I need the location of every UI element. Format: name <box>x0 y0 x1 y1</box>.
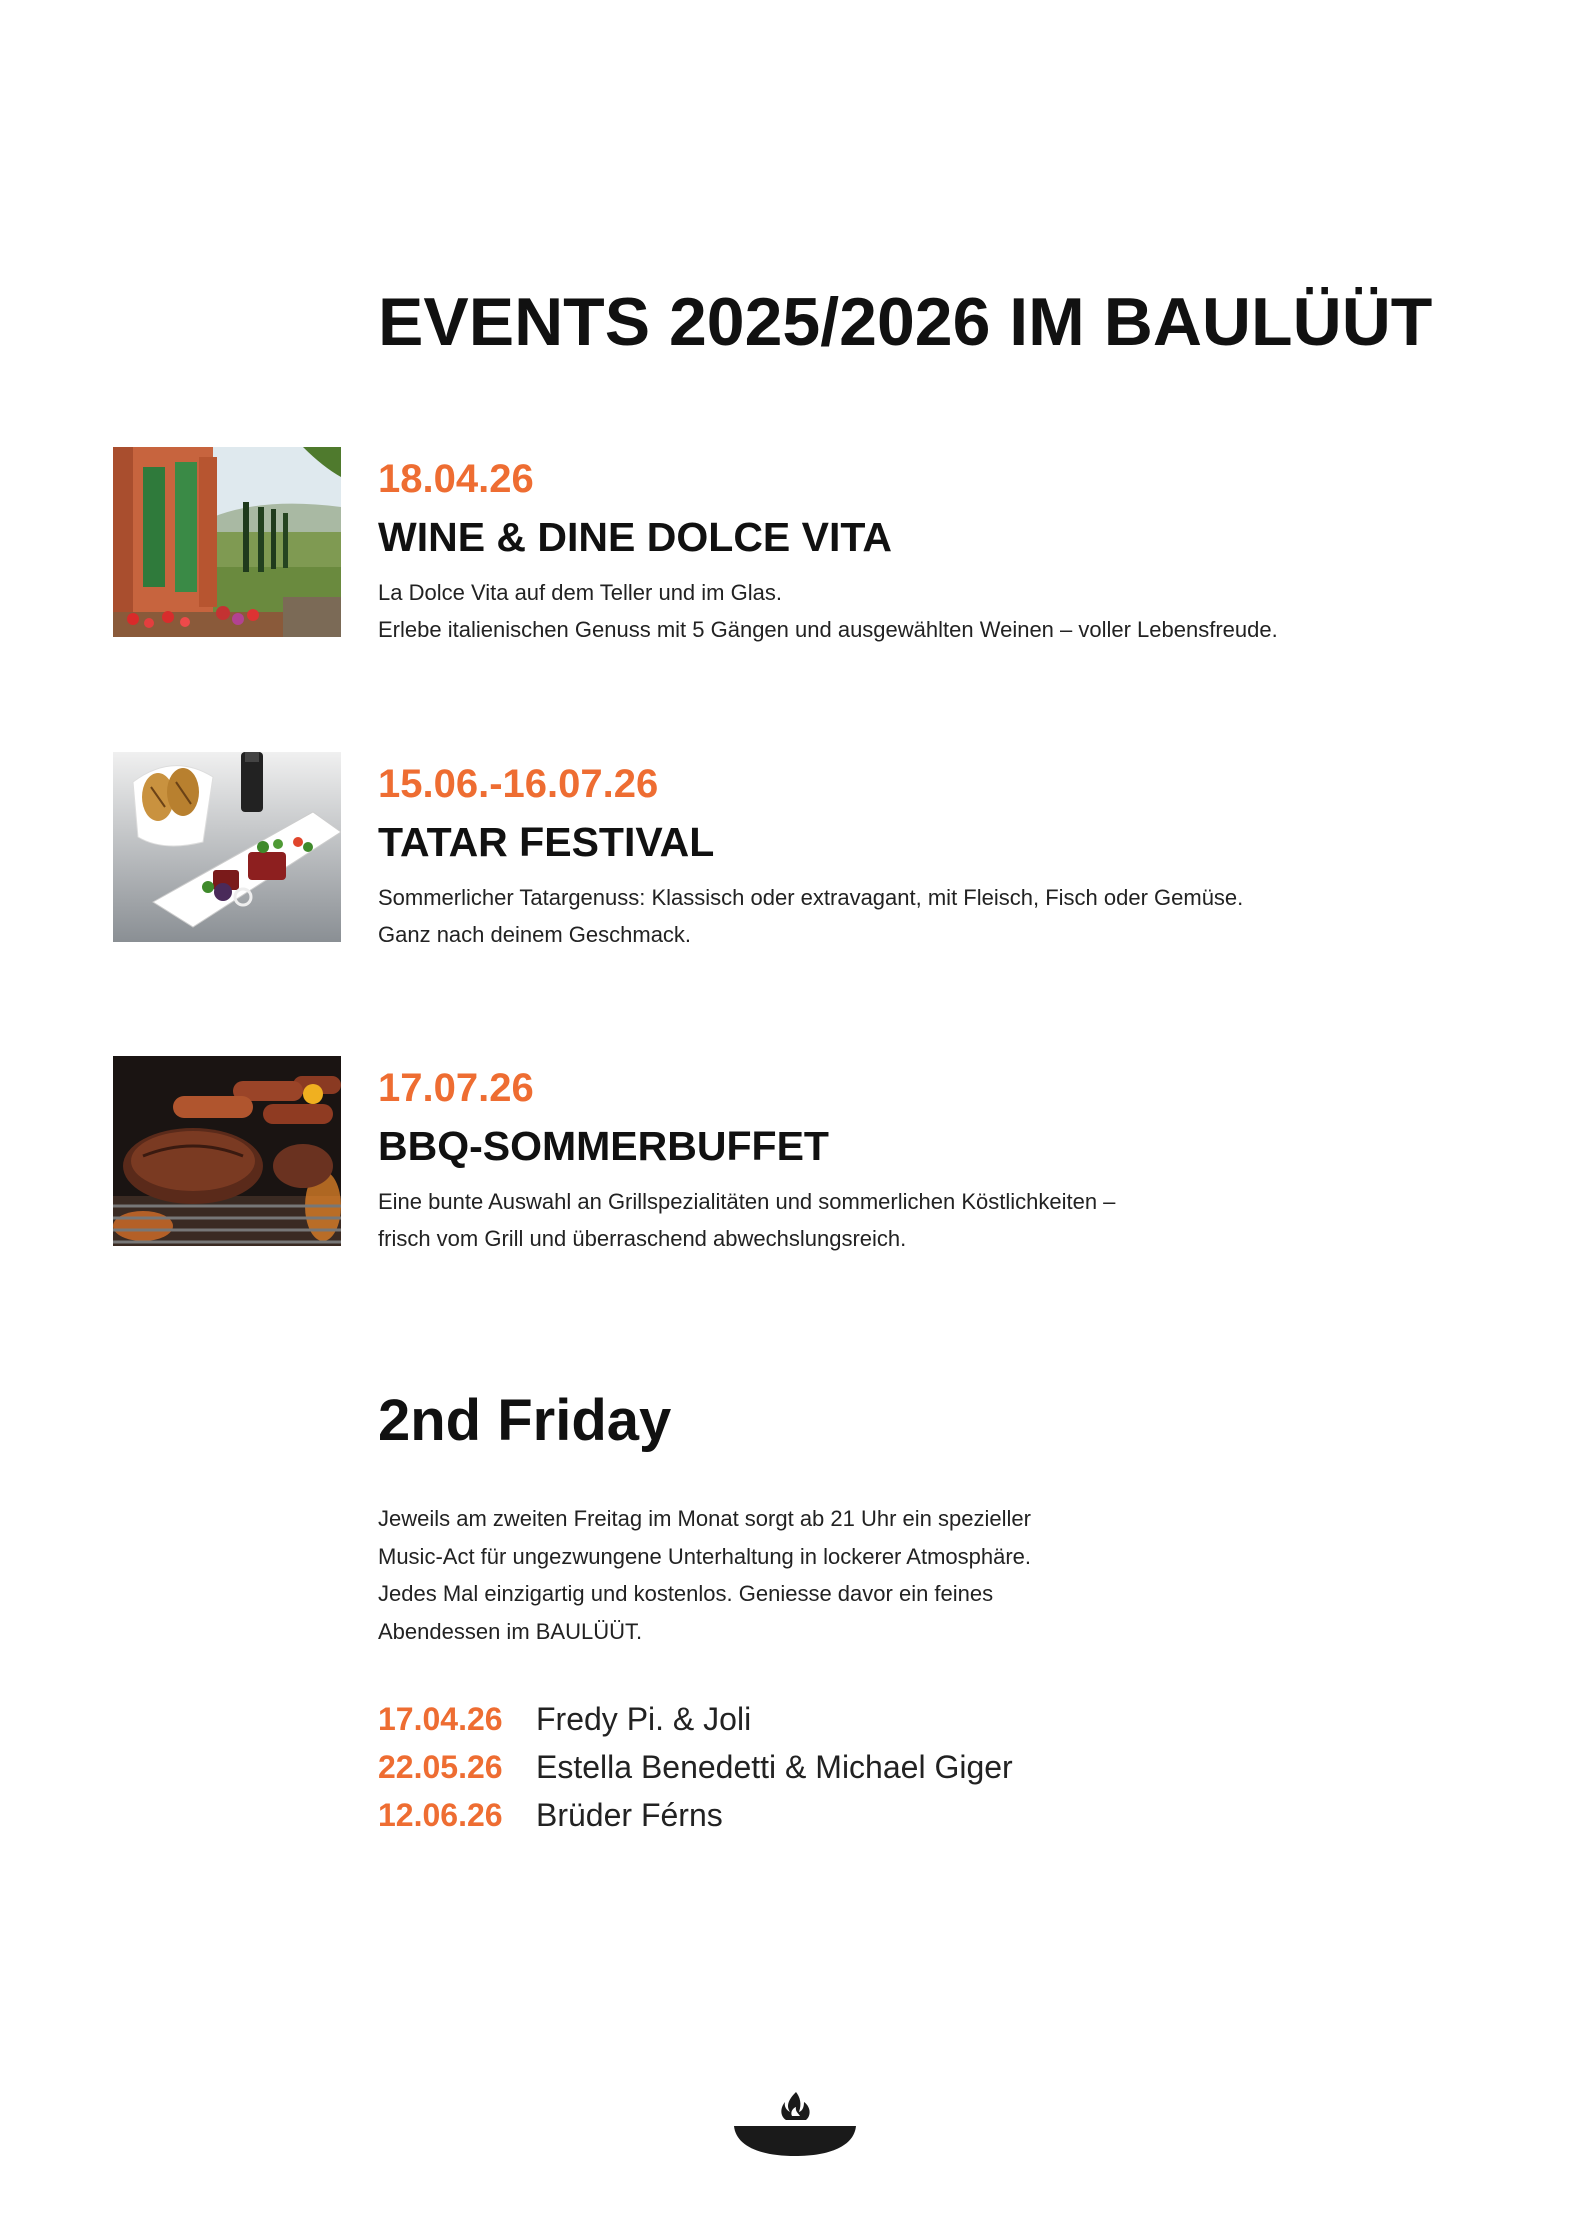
friday-date-row <box>378 1743 1013 1791</box>
fire-bowl-icon <box>730 2090 860 2160</box>
friday-date: 12.06.26 <box>378 1796 503 1833</box>
friday-description-line: Abendessen im BAULÜÜT. <box>378 1618 643 1644</box>
friday-title: 2nd Friday <box>378 1388 672 1453</box>
event-description-line: frisch vom Grill und überraschend abwechslungsreich. <box>378 1226 907 1251</box>
event-description-line: Ganz nach deinem Geschmack. <box>378 922 692 947</box>
event-wine-dine <box>113 447 1513 647</box>
event-date: 15.06.-16.07.26 <box>378 762 659 806</box>
event-title: BBQ-SOMMERBUFFET <box>378 1123 829 1169</box>
event-image-bbq <box>113 1056 341 1246</box>
friday-description-line: Jedes Mal einzigartig und kostenlos. Geniesse davor ein feines <box>378 1581 994 1606</box>
event-date: 17.07.26 <box>378 1066 534 1110</box>
event-title: WINE & DINE DOLCE VITA <box>378 514 893 560</box>
friday-act: Brüder Férns <box>536 1796 723 1833</box>
event-description-line: Erlebe italienischen Genuss mit 5 Gängen und ausgewählten Weinen – voller Lebensfreude. <box>378 617 1278 642</box>
friday-date: 17.04.26 <box>378 1700 503 1737</box>
event-image-tatar <box>113 752 341 942</box>
event-title: TATAR FESTIVAL <box>378 819 715 865</box>
event-tatar-festival <box>113 752 1513 952</box>
event-description-line: Sommerlicher Tatargenuss: Klassisch oder extravagant, mit Fleisch, Fisch oder Gemüse. <box>378 885 1244 910</box>
event-date: 18.04.26 <box>378 457 534 501</box>
event-info <box>378 459 1278 648</box>
friday-date: 22.05.26 <box>378 1748 503 1785</box>
event-info <box>378 764 1243 953</box>
event-bbq-buffet <box>113 1056 1513 1256</box>
event-description <box>378 879 1243 953</box>
event-info <box>378 1068 1115 1257</box>
friday-description <box>378 1500 1031 1650</box>
event-image-tuscany <box>113 447 341 637</box>
event-description-line: La Dolce Vita auf dem Teller und im Glas. <box>378 580 782 605</box>
friday-date-row <box>378 1791 1013 1839</box>
event-description <box>378 574 1278 648</box>
event-description <box>378 1183 1115 1257</box>
event-description-line: Eine bunte Auswahl an Grillspezialitäten und sommerlichen Köstlichkeiten – <box>378 1189 1116 1214</box>
friday-description-line: Music-Act für ungezwungene Unterhaltung in lockerer Atmosphäre. <box>378 1543 1032 1569</box>
friday-date-list <box>378 1695 1013 1839</box>
friday-act: Fredy Pi. & Joli <box>536 1700 752 1737</box>
page-title: EVENTS 2025/2026 IM BAULÜÜT <box>378 284 1433 360</box>
friday-date-row <box>378 1695 1013 1743</box>
friday-description-line: Jeweils am zweiten Freitag im Monat sorgt ab 21 Uhr ein spezieller <box>378 1506 1031 1531</box>
friday-act: Estella Benedetti & Michael Giger <box>536 1748 1013 1785</box>
